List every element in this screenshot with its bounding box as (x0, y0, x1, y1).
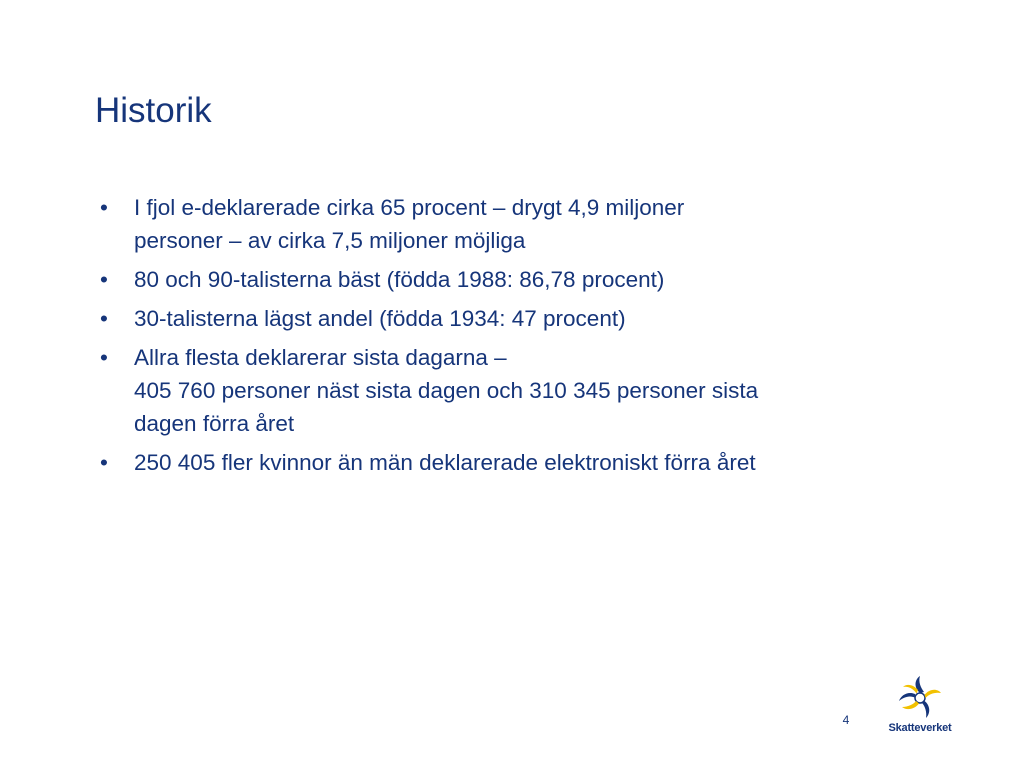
bullet-item (100, 341, 940, 440)
page-number: 4 (842, 713, 850, 727)
bullet-dot: • (100, 450, 108, 475)
bullet-dot: • (100, 267, 108, 292)
slide-title: Historik (95, 91, 212, 130)
logo-wordmark: Skatteverket (888, 722, 952, 734)
bullet-text: 30-talisterna lägst andel (födda 1934: 47 procent) (134, 306, 626, 331)
bullet-text: dagen förra året (134, 411, 295, 436)
bullet-item (100, 191, 940, 257)
bullet-item (100, 302, 940, 335)
skatteverket-swirl-icon (896, 674, 944, 722)
bullet-text: Allra flesta deklarerar sista dagarna – (134, 345, 507, 370)
bullet-item (100, 446, 940, 479)
bullet-dot: • (100, 306, 108, 331)
skatteverket-logo (882, 674, 958, 738)
bullet-text: 80 och 90-talisterna bäst (födda 1988: 86,78 procent) (134, 267, 665, 292)
bullet-text: personer – av cirka 7,5 miljoner möjliga (134, 228, 526, 253)
bullet-item (100, 263, 940, 296)
bullet-text: 250 405 fler kvinnor än män deklarerade elektroniskt förra året (134, 450, 756, 475)
bullet-list (100, 191, 940, 485)
bullet-dot: • (100, 345, 108, 370)
bullet-text: I fjol e-deklarerade cirka 65 procent – drygt 4,9 miljoner (134, 195, 685, 220)
bullet-dot: • (100, 195, 108, 220)
bullet-text: 405 760 personer näst sista dagen och 310 345 personer sista (134, 378, 759, 403)
